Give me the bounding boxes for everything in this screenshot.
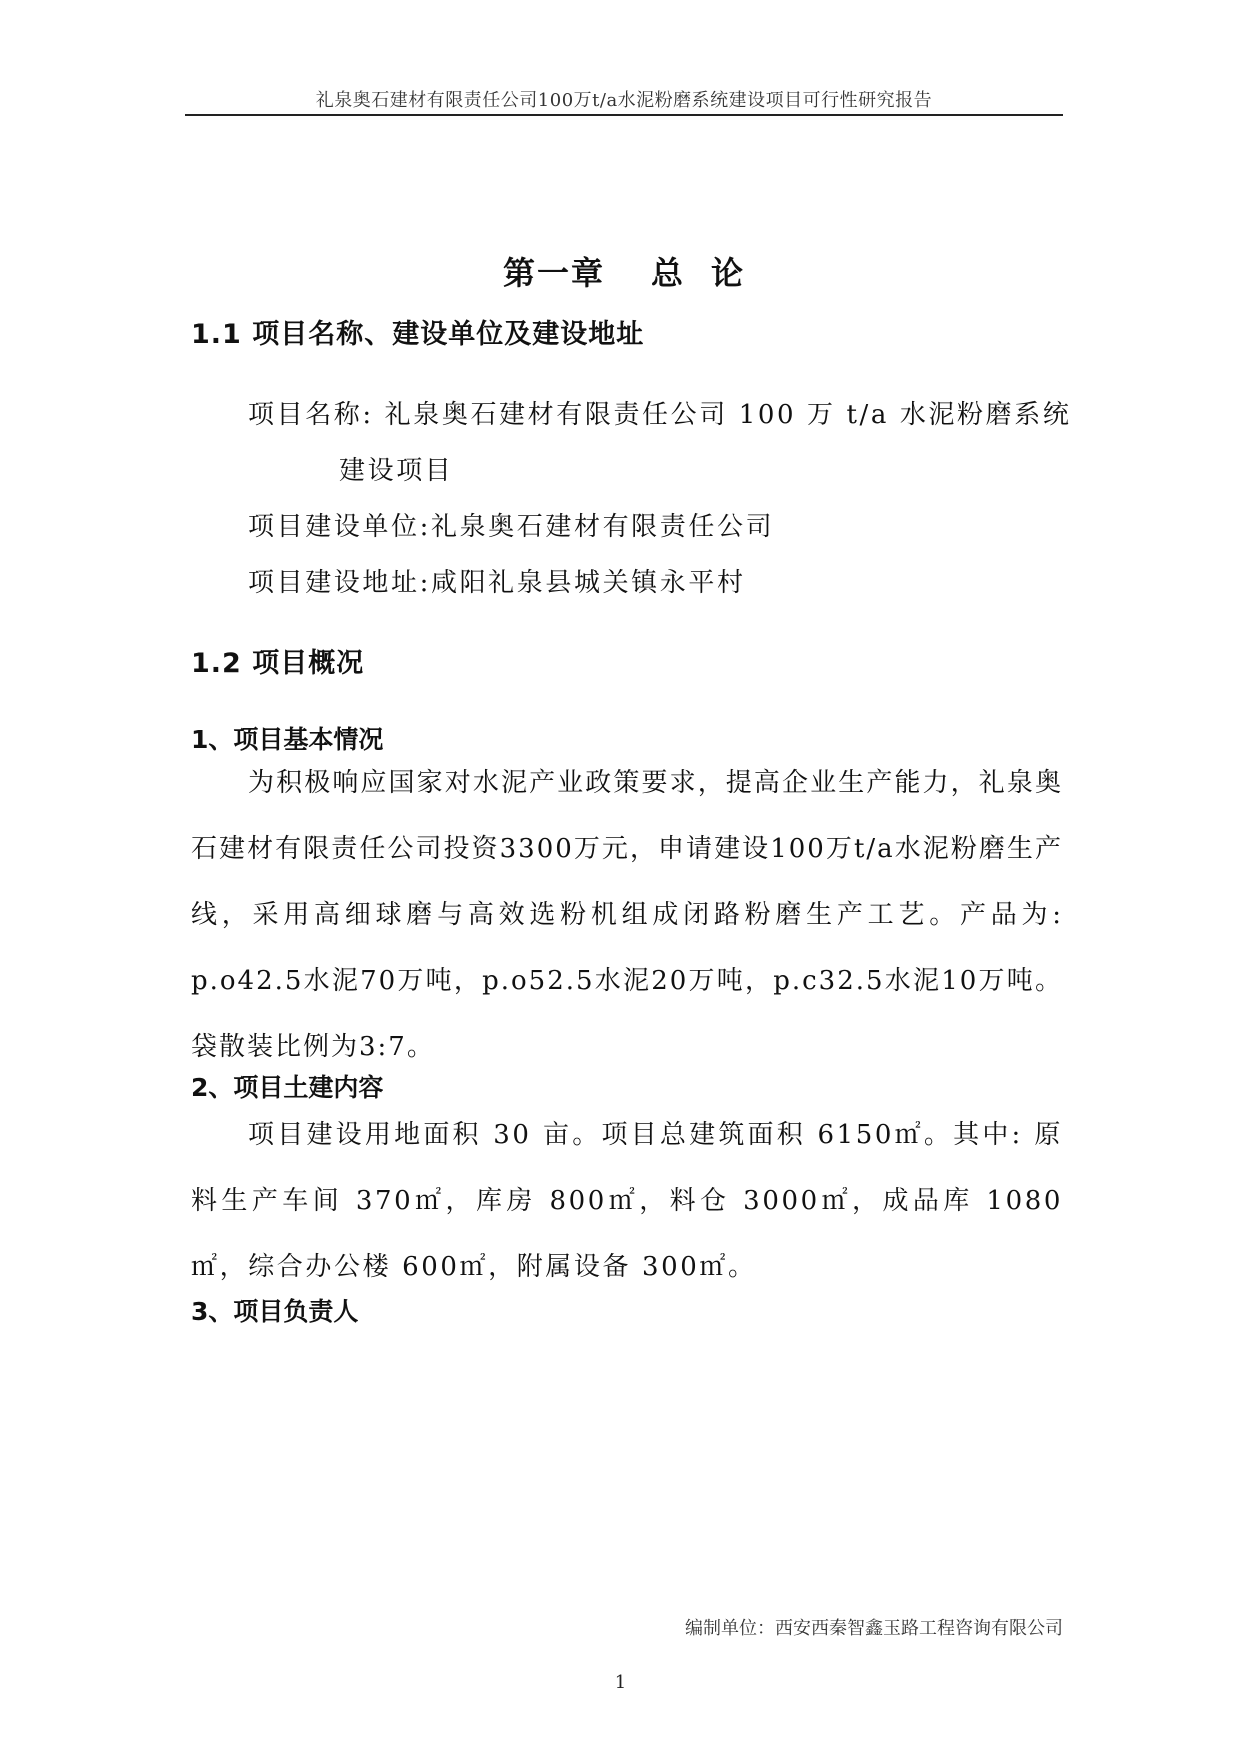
chapter-label: 第一章	[502, 254, 605, 292]
header-rule	[185, 114, 1063, 116]
builder-field	[248, 506, 774, 543]
builder-value: 礼泉奥石建材有限责任公司	[430, 512, 775, 542]
section-heading-1-2: 1.2 项目概况	[191, 648, 365, 679]
address-label: 项目建设地址:	[248, 568, 431, 598]
subsection-heading-1: 1、项目基本情况	[191, 725, 384, 754]
chapter-title-char-2: 论	[711, 254, 746, 292]
address-field	[248, 562, 746, 599]
project-name-value-line1: 礼泉奥石建材有限责任公司 100 万 t/a 水泥粉磨系统	[384, 400, 1072, 430]
chapter-title	[185, 248, 1063, 294]
project-name-field	[248, 394, 1071, 431]
paragraph-construction: 项目建设用地面积 30 亩。项目总建筑面积 6150㎡。其中: 原料生产车间 370㎡，库房 800㎡，料仓 3000㎡，成品库 1080㎡，综合办公楼 600㎡，附属设备 300㎡。	[191, 1120, 1063, 1282]
subsection-heading-3: 3、项目负责人	[191, 1297, 359, 1326]
address-value: 咸阳礼泉县城关镇永平村	[430, 568, 746, 598]
project-name-label: 项目名称:	[248, 400, 374, 430]
project-name-value-line2: 建设项目	[339, 456, 454, 486]
footer-organization: 编制单位：西安西秦智鑫玉路工程咨询有限公司	[685, 1618, 1063, 1639]
section-heading-1-1: 1.1 项目名称、建设单位及建设地址	[191, 319, 645, 350]
running-header: 礼泉奥石建材有限责任公司100万t/a水泥粉磨系统建设项目可行性研究报告	[315, 90, 933, 111]
chapter-title-char-1: 总	[650, 254, 685, 292]
page-number: 1	[614, 1672, 627, 1693]
builder-label: 项目建设单位:	[248, 512, 431, 542]
paragraph-basic-info: 为积极响应国家对水泥产业政策要求，提高企业生产能力，礼泉奥石建材有限责任公司投资3300万元，申请建设100万t/a水泥粉磨生产线，采用高细球磨与高效选粉机组成闭路粉磨生产工艺。产品为: p.o42.5水泥70万吨，p.o52.5水泥20万吨，p.c32.5水泥10万吨。袋散装比例为3:7。	[191, 768, 1063, 1062]
subsection-heading-2: 2、项目土建内容	[191, 1073, 384, 1102]
